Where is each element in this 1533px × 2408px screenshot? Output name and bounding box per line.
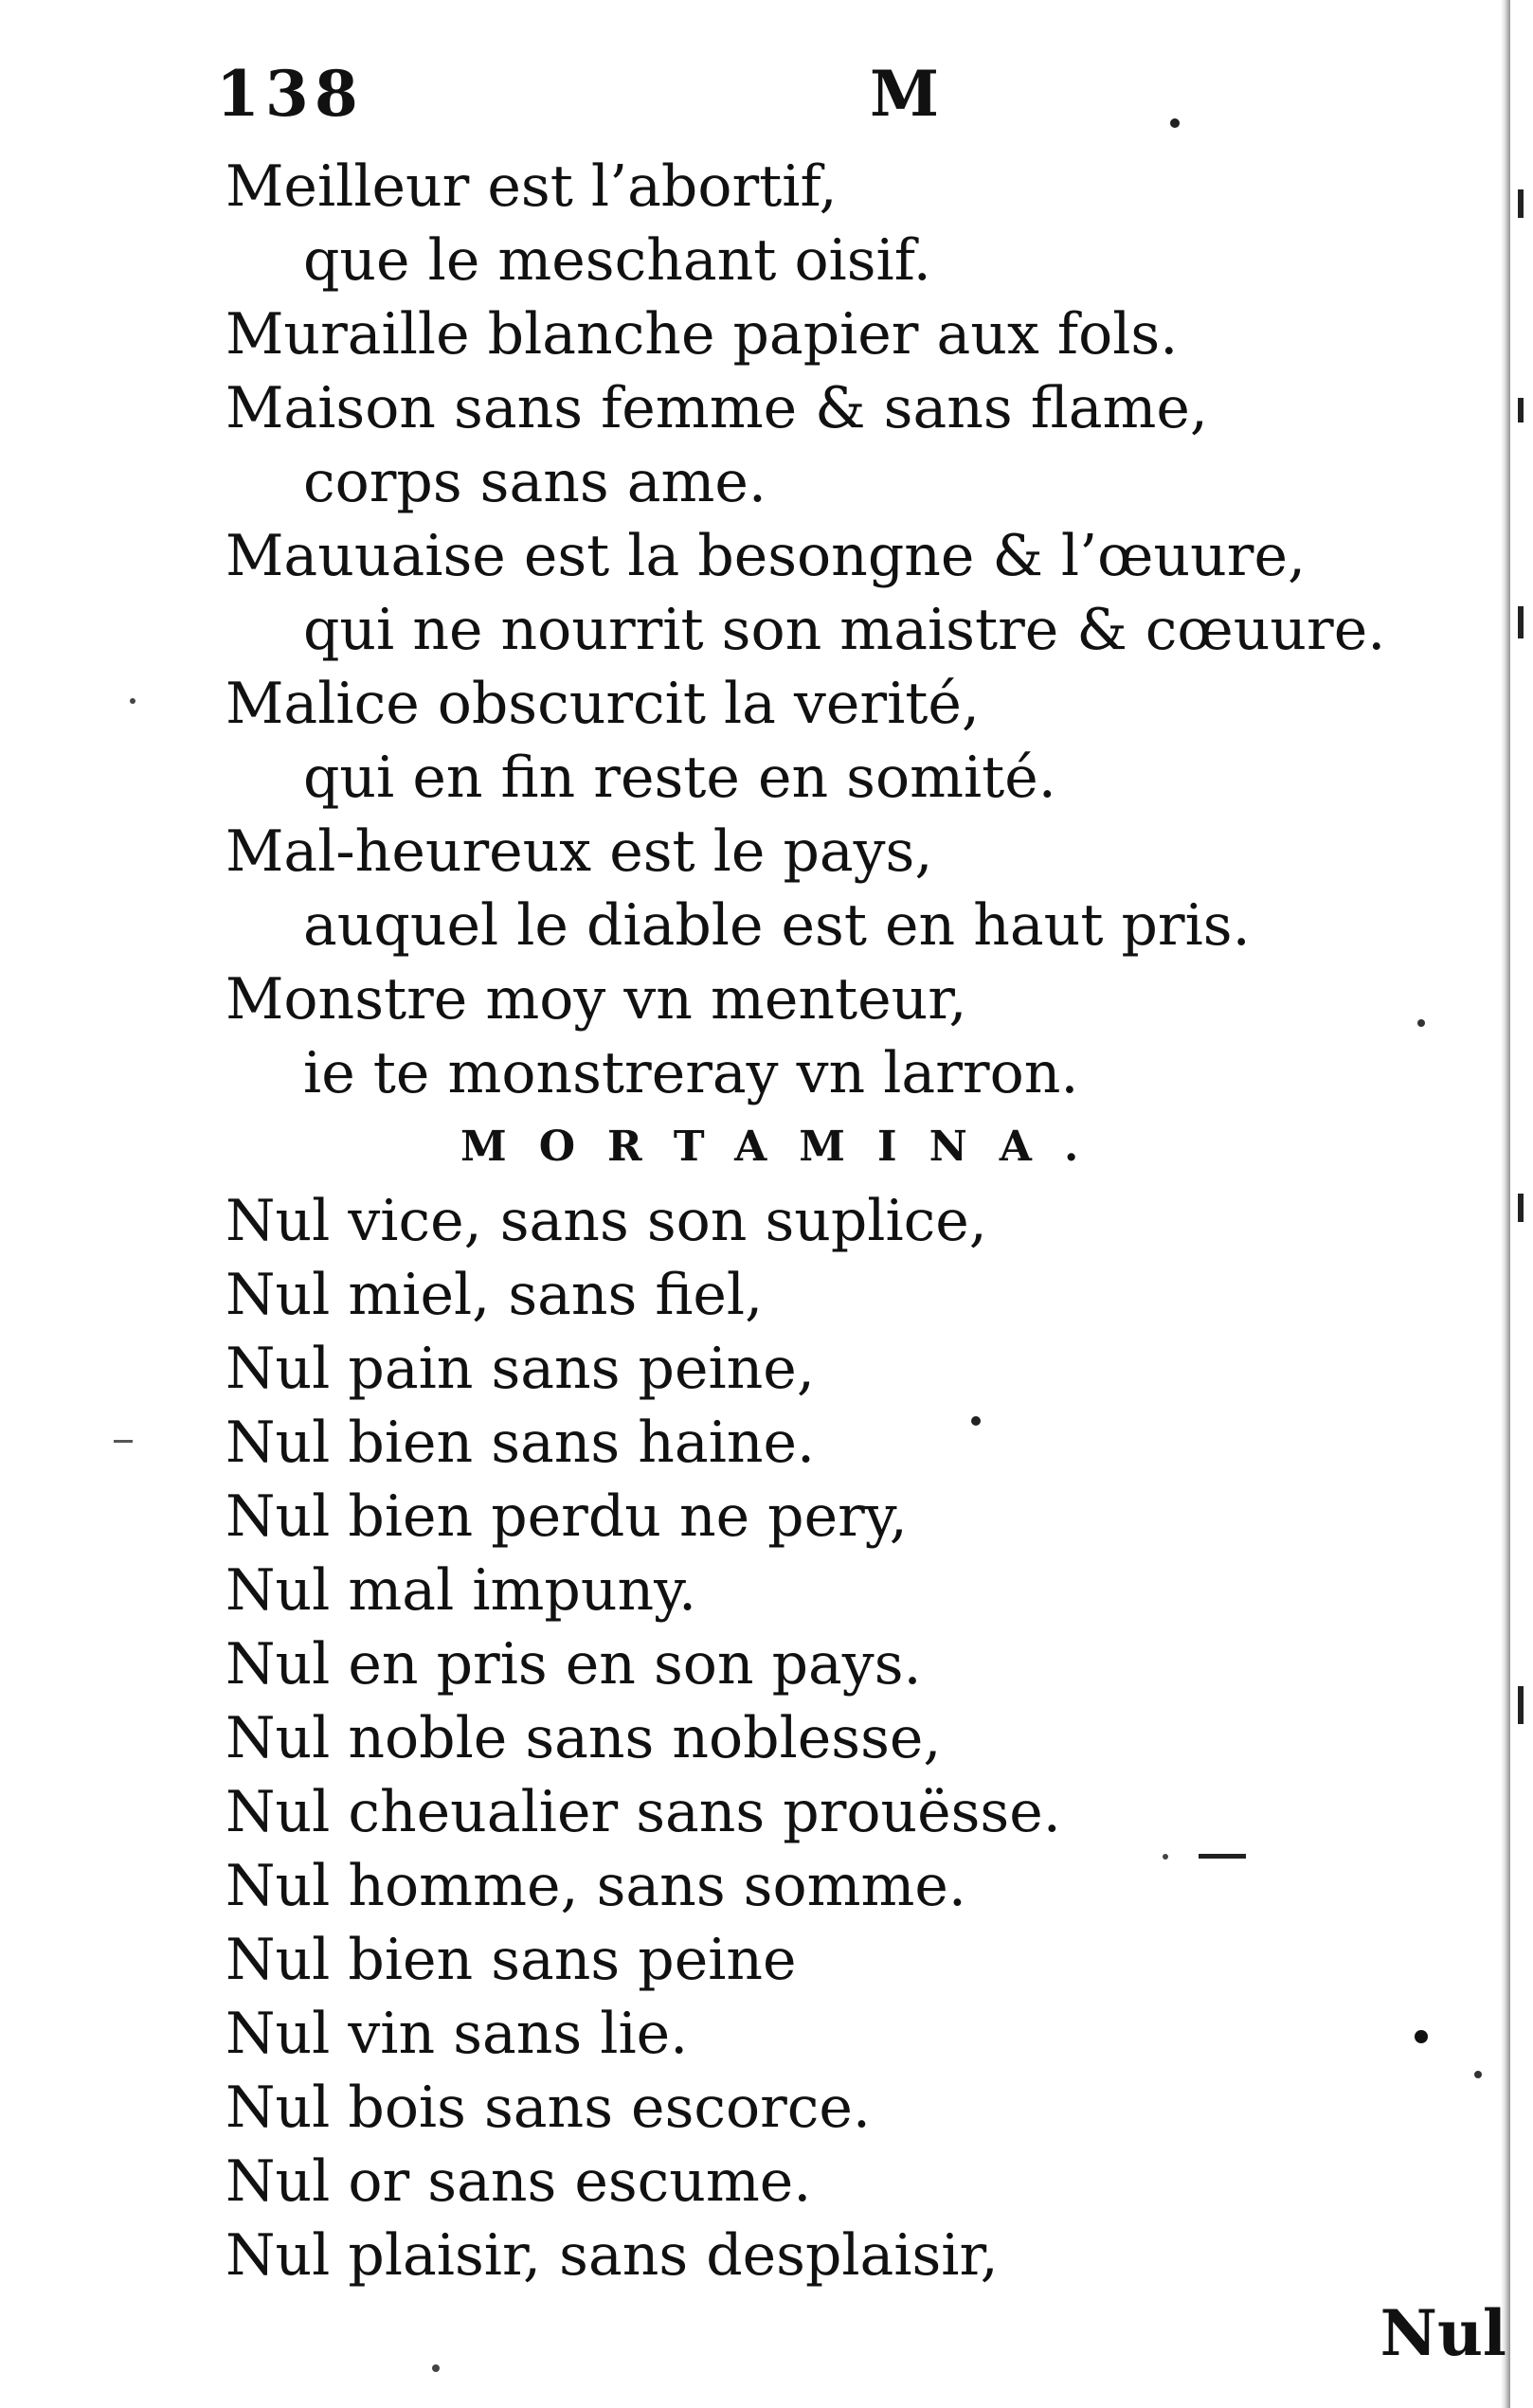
proverb-line: Nul bien perdu ne pery, bbox=[225, 1483, 908, 1550]
proverb-line: Nul miel, sans fiel, bbox=[225, 1262, 764, 1328]
running-head: M bbox=[870, 57, 940, 131]
proverb-continuation: corps sans ame. bbox=[303, 449, 766, 515]
proverb-line: Mauuaise est la besongne & l’œuure, bbox=[225, 523, 1307, 589]
proverb-line: Nul bois sans escorce. bbox=[225, 2075, 871, 2141]
proverb-continuation: auquel le diable est en haut pris. bbox=[303, 892, 1251, 959]
proverb-line: Nul plaisir, sans desplaisir, bbox=[225, 2222, 999, 2289]
proverb-line: Nul vice, sans son suplice, bbox=[225, 1188, 987, 1254]
proverb-line: Nul mal impuny. bbox=[225, 1557, 697, 1624]
proverb-line: Muraille blanche papier aux fols. bbox=[225, 301, 1179, 368]
proverb-continuation: qui ne nourrit son maistre & cœuure. bbox=[303, 597, 1386, 663]
proverb-line: Nul noble sans noblesse, bbox=[225, 1705, 942, 1771]
proverb-line: Nul or sans escume. bbox=[225, 2148, 812, 2215]
page-number: 138 bbox=[216, 57, 364, 131]
proverb-text bbox=[225, 150, 1457, 2292]
proverb-line: Nul en pris en son pays. bbox=[225, 1631, 922, 1698]
proverb-continuation: ie te monstreray vn larron. bbox=[303, 1040, 1079, 1106]
proverb-line: Mal-heureux est le pays, bbox=[225, 818, 933, 885]
proverb-line: Maison sans femme & sans flame, bbox=[225, 375, 1208, 441]
proverb-line: Nul vin sans lie. bbox=[225, 2001, 689, 2067]
proverb-line: Nul pain sans peine, bbox=[225, 1336, 815, 1402]
proverb-continuation: qui en fin reste en somité. bbox=[303, 745, 1056, 811]
proverb-line: Monstre moy vn menteur, bbox=[225, 966, 967, 1033]
catchword: Nul bbox=[1380, 2296, 1506, 2370]
proverb-line: Nul bien sans peine bbox=[225, 1927, 797, 1993]
page-header bbox=[216, 38, 1353, 142]
proverb-line: Malice obscurcit la verité, bbox=[225, 671, 980, 737]
proverb-line: Nul cheualier sans prouësse. bbox=[225, 1779, 1061, 1845]
proverb-line: Meilleur est l’abortif, bbox=[225, 153, 838, 220]
section-heading: MORTAMINA. bbox=[460, 1123, 1111, 1171]
proverb-continuation: que le meschant oisif. bbox=[303, 227, 931, 294]
proverb-line: Nul homme, sans somme. bbox=[225, 1853, 966, 1919]
proverb-line: Nul bien sans haine. bbox=[225, 1410, 816, 1476]
